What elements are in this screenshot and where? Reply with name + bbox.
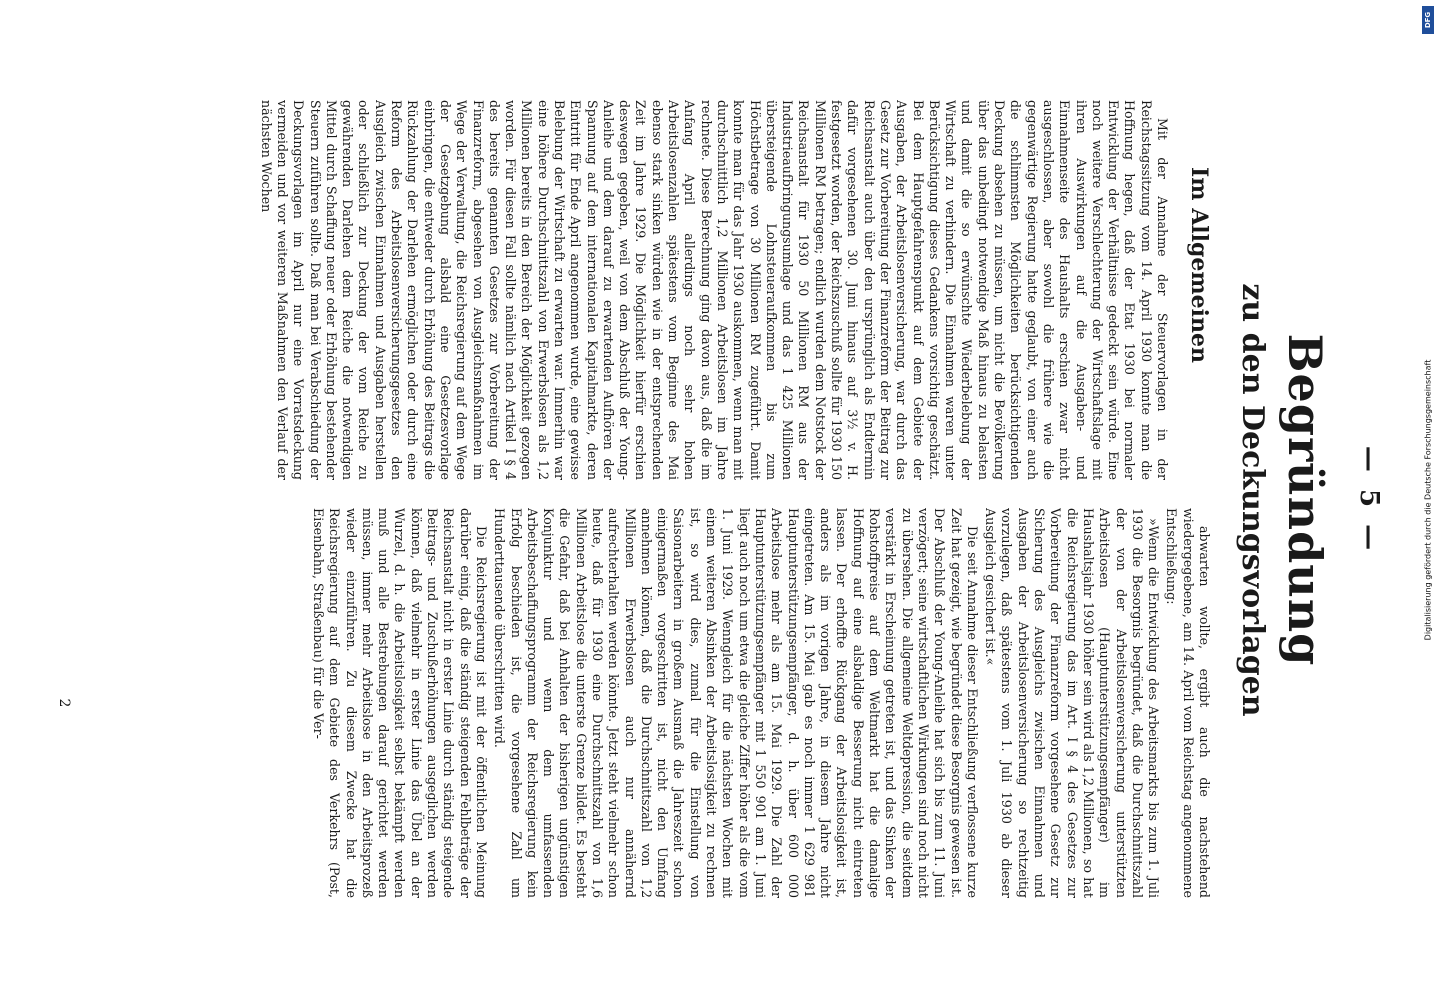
right-paragraph-4: Die Reichsregierung ist mit der öffentlichen Meinung darüber einig, daß die ständig steigenden Fehlbeträge der Reichsanstalt nicht in erster Linie durch ständig steigende Beitrags- und Zuschußerhöhungen ausgeglichen werden können, daß vielmehr in erster Linie das Übel an der Wurzel, d. h. die Arbeitslosigkeit selbst bekämpft werden muß und alle Bestrebungen darauf gerichtet werden müssen, immer mehr Arbeitslose in den Arbeitsprozeß wieder einzuführen. Zu diesem Zwecke hat die Reichsregierung auf dem Gebiete des Verkehrs (Post, Eisenbahn, Straßenbau) für die Ver-: [310, 508, 489, 898]
resolution-quote: »Wenn die Entwicklung des Arbeitsmarkts bis zum 1. Juli 1930 die Besorgnis begründet, daß die Durchschnittszahl der von der Arbeitslosenversicherung unterstützten Arbeitslosen (Hauptunterstützungsempfänger) im Haushaltsjahr 1930 höher sein wird als 1,2 Millionen, so hat die Reichsregierung das im Art. I § 4 des Gesetzes zur Vorbereitung der Finanzreform vorgesehene Gesetz zur Sicherung des Ausgleichs zwischen Einnahmen und Ausgaben der Arbeitslosenversicherung so rechtzeitig vorzulegen, daß spätestens vom 1. Juli 1930 ab dieser Ausgleich gesichert ist.«: [983, 508, 1162, 898]
digitization-credit: [1422, 0, 1434, 1000]
page-number: — 5 —: [1354, 445, 1384, 555]
document-subtitle: zu den Deckungsvorlagen: [1235, 283, 1270, 717]
right-paragraph-3: Die seit Annahme dieser Entschließung verflossene kurze Zeit hat gezeigt, wie begründet diese Besorgnis gewesen ist. Der Abschluß der Young-Anleihe hat sich bis zum 11. Juni verzögert; seine wirtschaftlichen Wirkungen sind noch nicht zu übersehen. Die allgemeine Weltdepression, die seitdem verstärkt in Erscheinung getreten ist, und das Sinken der Rohstoffpreise auf dem Weltmarkt hat die damalige Hoffnung auf eine alsbaldige Besserung nicht eintreten lassen. Der erhoffte Rückgang der Arbeitslosigkeit ist, anders als im vorigen Jahre, in diesem Jahre nicht eingetreten. Am 15. Mai gab es noch immer 1 629 981 Hauptunterstützungsempfänger, d. h. über 600 000 Arbeitslose mehr als am 15. Mai 1929. Die Zahl der Hauptunterstützungsempfänger mit 1 550 901 am 1. Juni liegt auch noch um etwa die gleiche Ziffer höher als die vom 1. Juni 1929. Wenngleich für die nächsten Wochen mit einem weiteren Absinken der Arbeitslosigkeit zu rechnen ist, so wird dies, zumal für die Einstellung von Saisonarbeitern in großem Ausmaß die Jahreszeit schon einigermaßen vorgeschritten ist, nicht den Umfang annehmen können, daß die Durchschnittszahl von 1,2 Millionen Erwerbslosen auch nur annähernd aufrechterhalten werden könnte. Jetzt steht vielmehr schon heute, daß für 1930 eine Durchschnittszahl von 1,6 Millionen Arbeitslose die unterste Grenze bildet. Es besteht die Gefahr, daß bei Anhalten der bisherigen ungünstigen Konjunktur und wenn dem umfassenden Arbeitsbeschaffungsprogramm der Reichsregierung kein Erfolg beschieden ist, die vorgesehene Zahl um Hunderttausende überschritten wird.: [492, 508, 980, 898]
left-text-column: [60, 100, 1170, 480]
scanned-document-page: [32, 70, 1402, 930]
right-text-column: [92, 508, 1212, 898]
dfg-logo-label: DFG: [1424, 11, 1432, 29]
section-heading: Im Allgemeinen: [1186, 166, 1212, 363]
digitization-credit-text: Digitalisierung gefördert durch die Deutsche Forschungsgemeinschaft: [1423, 359, 1433, 641]
right-paragraph-1: abwarten wollte, ergibt auch die nachstehend wiedergegebene, am 14. April vom Reichstag angenommene Entschließung:: [1164, 508, 1212, 898]
left-paragraph-1: Mit der Annahme der Steuervorlagen in der Reichstagssitzung vom 14. April 1930 konnte man die Hoffnung hegen, daß der Etat 1930 bei normaler Entwicklung der Verhältnisse gedeckt sein würde. Eine noch weitere Verschlechterung der Wirtschaftslage mit ihren Auswirkungen auf die Ausgaben- und Einnahmenseite des Haushalts erschien zwar nicht ausgeschlossen, aber sowohl die frühere wie die gegenwärtige Regierung hatte geglaubt, von einer auch die schlimmsten Möglichkeiten berücksichtigenden Deckung absehen zu müssen, um nicht die Bevölkerung über das unbedingt notwendige Maß hinaus zu belasten und damit die so erwünschte Wiederbelebung der Wirtschaft zu verhindern. Die Einnahmen waren unter Berücksichtigung dieses Gedankens vorsichtig geschätzt. Bei dem Hauptgefahrenspunkt auf dem Gebiete der Ausgaben, der Arbeitslosenversicherung, war durch das Gesetz zur Vorbereitung der Finanzreform der Beitrag zur Reichsanstalt auch über den ursprünglich als Endtermin dafür vorgesehenen 30. Juni hinaus auf 3½ v. H. festgesetzt worden, der Reichszuschuß sollte für 1930 150 Millionen RM betragen; endlich wurden dem Notstock der Reichsanstalt für 1930 50 Millionen RM aus der Industrieaufbringungsumlage und das 1 425 Millionen übersteigende Lohnsteueraufkommen bis zum Höchstbetrage von 30 Millionen RM zugeführt. Damit konnte man für das Jahr 1930 auskommen, wenn man mit durchschnittlich 1,2 Millionen Arbeitslosen im Jahre rechnete. Diese Berechnung ging davon aus, daß die im Anfang April allerdings noch sehr hohen Arbeitslosenzahlen spätestens vom Beginne des Mai ebenso stark sinken würden wie in der entsprechenden Zeit im Jahre 1929. Die Möglichkeit hierfür erschien deswegen gegeben, weil von dem Abschluß der Young-Anleihe und dem darauf zu erwartenden Aufhören der Spannung auf dem internationalen Kapitalmarkte, deren Eintritt für Ende April angenommen wurde, eine gewisse Belebung der Wirtschaft zu erwarten war. Immerhin war eine höhere Durchschnittszahl von Erwerbslosen als 1,2 Millionen bereits in den Bereich der Möglichkeit gezogen worden. Für diesen Fall sollte nämlich nach Artikel I § 4 des bereits genannten Gesetzes zur Vorbereitung der Finanzreform, abgesehen von Ausgleichsmaßnahmen im Wege der Verwaltung, die Reichsregierung auf dem Wege der Gesetzgebung alsbald eine Gesetzesvorlage einbringen, die entweder durch Erhöhung des Beitrags die Rückzahlung der Darlehen ermöglichen oder durch eine Reform des Arbeitslosenversicherungsgesetzes den Ausgleich zwischen Einnahmen und Ausgaben herstellen oder schließlich zur Deckung der vom Reiche zu gewährenden Darlehen dem Reiche die notwendigen Mittel durch Schaffung neuer oder Erhöhung bestehender Steuern zuführen sollte. Daß man bei Verabschiedung der Deckungsvorlagen im April nur eine Vorratsdeckung vermeiden und vor weiteren Maßnahmen den Verlauf der nächsten Wochen: [258, 100, 1170, 480]
column-footer-number: 2: [56, 698, 72, 708]
document-title: Begründung: [1278, 333, 1332, 667]
